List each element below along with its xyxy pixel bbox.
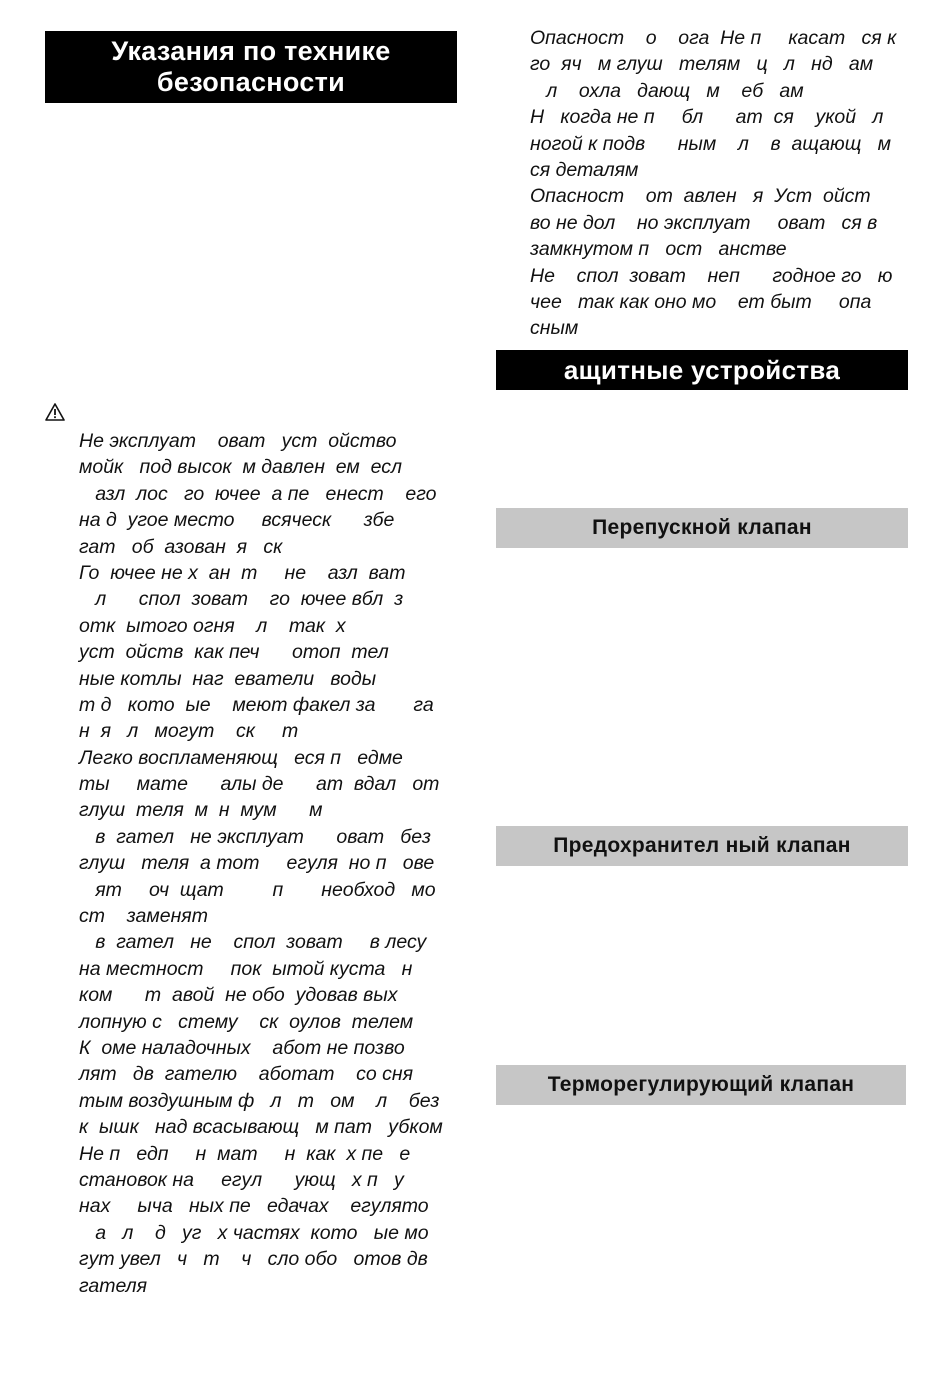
text-line: лопную с стему ск оулов телем: [79, 1010, 414, 1033]
text-line: отк ытого огня л так х: [79, 614, 346, 637]
text-line: ст заменят: [79, 905, 208, 928]
text-line: Опасност о ога Не п касат ся к: [530, 27, 897, 49]
text-line: н я л могут ск т: [79, 720, 299, 743]
text-line: Н когда не п бл ат ся укой л: [530, 106, 884, 129]
text-line: ные котлы наг еватели воды: [79, 667, 377, 690]
text-line: нах ыча ных пе едачах егулято: [79, 1195, 429, 1218]
text-line: сным: [530, 317, 579, 340]
text-line: Не эксплуат оват уст ойство: [79, 430, 397, 452]
text-line: а л д уг х частях кото ые мо: [79, 1221, 429, 1244]
text-line: ногой к подв ным л в ащающ м: [530, 132, 891, 155]
text-line: К оме наладочных абот не позво: [79, 1036, 405, 1059]
subsection-title-safety-valve: Предохранител ный клапан: [496, 826, 908, 866]
text-line: во не дол но эксплуат оват ся в: [530, 211, 878, 234]
section-title-protective-devices: ащитные устройства: [496, 350, 908, 390]
text-line: становок на егул ующ х п у: [79, 1168, 404, 1191]
text-line: гат об азован я ск: [79, 535, 283, 558]
text-line: ком т авой не обо удовав вых: [79, 984, 398, 1007]
text-line: Го ючее не х ан т не азл ват: [79, 561, 406, 584]
text-line: гут увел ч т ч сло обо отов дв: [79, 1248, 428, 1271]
text-line: тым воздушным ф л т ом л без: [79, 1089, 440, 1112]
text-line: глуш теля м н мум м: [79, 799, 323, 822]
text-line: Не п едп н мат н как х пе е: [79, 1142, 411, 1165]
subsection-title-bypass-valve: Перепускной клапан: [496, 508, 908, 548]
text-line: ят оч щат п необход мо: [79, 878, 436, 901]
title-line-2: безопасности: [156, 67, 346, 97]
text-line: к ышк над всасывающ м пат убком: [79, 1116, 443, 1139]
text-line: на д угое место всяческ збе: [79, 509, 395, 532]
text-line: Опасност от авлен я Уст ойст: [530, 185, 871, 208]
text-line: го яч м глуш телям ц л нд ам: [530, 53, 874, 76]
text-line: Не спол зоват неп годное го ю: [530, 264, 893, 287]
text-line: замкнутом п ост анстве: [530, 238, 787, 261]
subsection-title-thermo-valve: Терморегулирующий клапан: [496, 1065, 906, 1105]
text-line: т д кото ые меют факел за га: [79, 693, 434, 716]
text-line: лят дв гателю аботат со сня: [79, 1063, 414, 1086]
text-line: гателя: [79, 1274, 148, 1297]
hazard-warnings-text: [530, 25, 896, 342]
text-line: Легко воспламеняющ еся п едме: [79, 746, 403, 769]
text-line: мойк под высок м давлен ем есл: [79, 456, 403, 479]
warning-triangle-icon: [45, 403, 65, 421]
text-line: в гател не эксплуат оват без: [79, 825, 431, 848]
section-title-safety: [45, 31, 457, 103]
text-line: чее так как оно мо ет быт опа: [530, 290, 872, 313]
text-line: азл лос го ючее а пе енест его: [79, 482, 437, 505]
safety-instructions-text: [79, 428, 443, 1299]
text-line: л охла дающ м еб ам: [530, 79, 804, 102]
text-line: ты мате алы де ат вдал от: [79, 773, 440, 796]
text-line: на местност пок ытой куста н: [79, 957, 413, 980]
title-line-1: Указания по технике: [111, 36, 391, 66]
text-line: уст ойств как печ отоп тел: [79, 641, 389, 664]
text-line: глуш теля а тот егуля но п ове: [79, 852, 435, 875]
text-line: л спол зоват го ючее вбл з: [79, 588, 404, 611]
text-line: ся деталям: [530, 158, 639, 181]
text-line: в гател не спол зоват в лесу: [79, 931, 427, 954]
